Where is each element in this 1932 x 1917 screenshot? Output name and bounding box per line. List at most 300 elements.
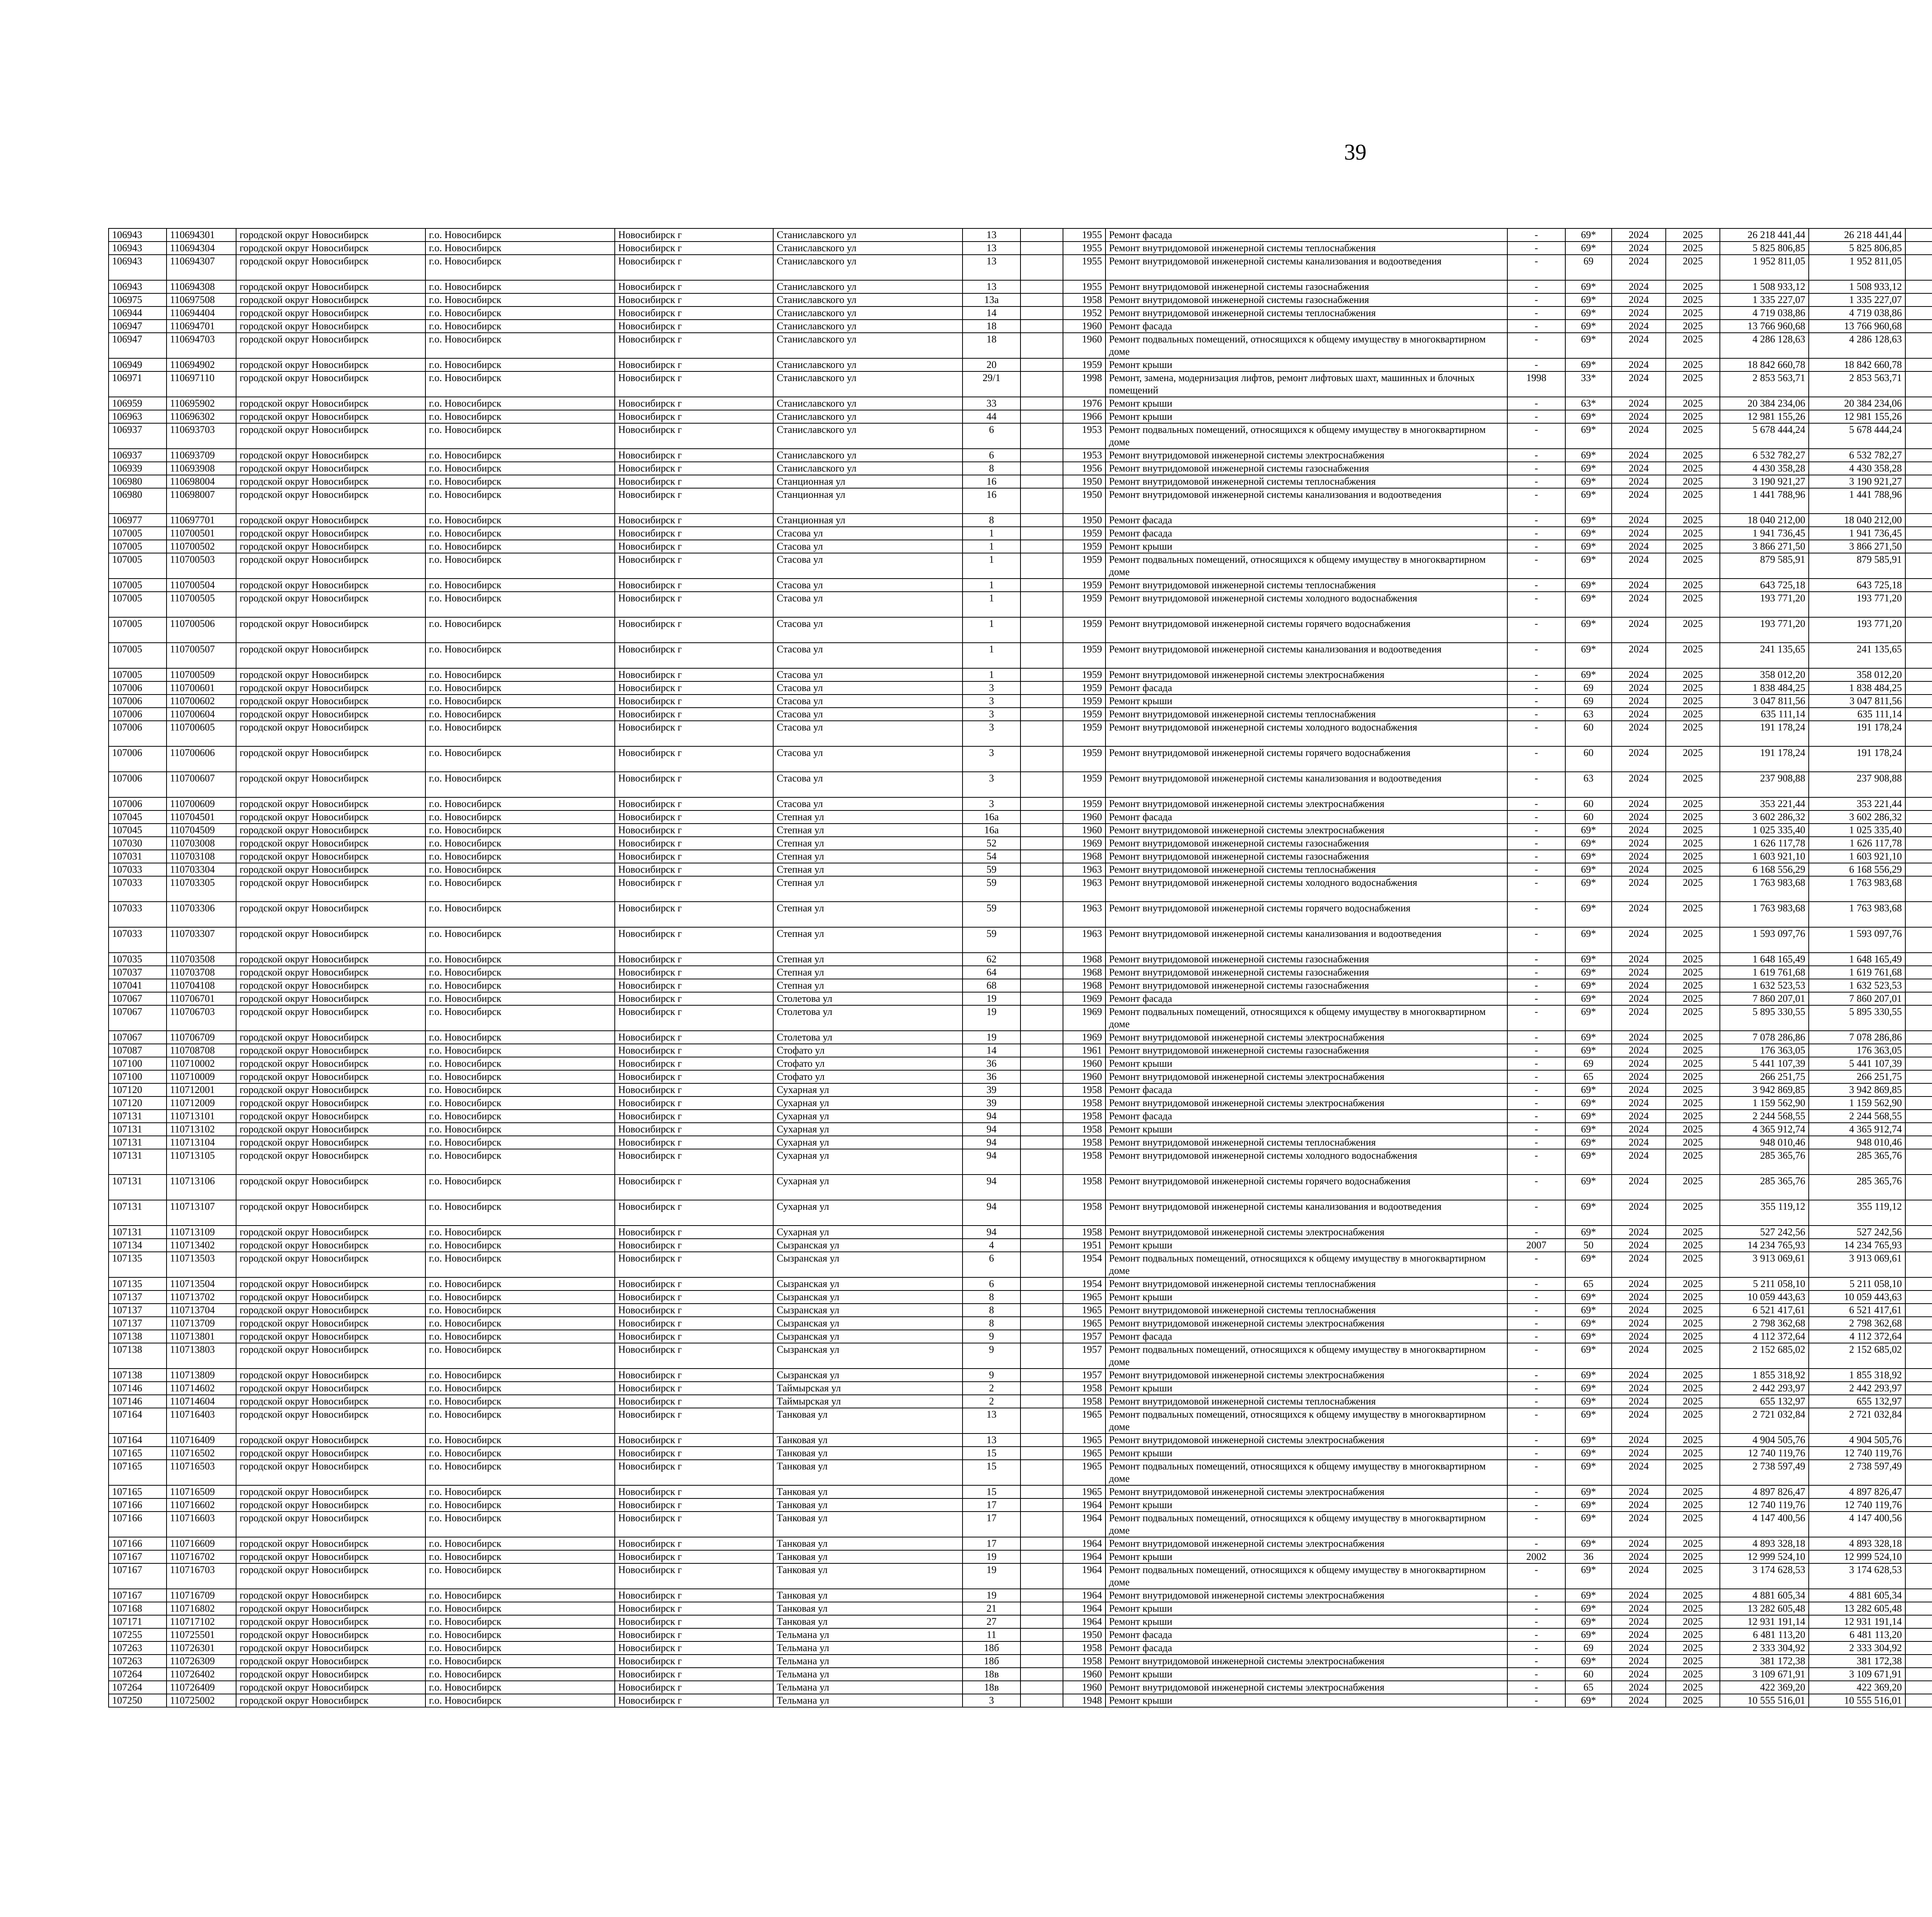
cell-year-built: 1959 xyxy=(1063,617,1105,643)
table-row xyxy=(109,824,1932,837)
cell-house-no: 62 xyxy=(963,953,1020,966)
cell-plan-year-end: 2025 xyxy=(1666,1096,1720,1110)
cell-year-repair: - xyxy=(1507,1485,1565,1498)
cell-wear: 69* xyxy=(1565,1628,1612,1641)
cell-municipality: городской округ Новосибирск xyxy=(236,1433,425,1447)
cell-work-type: Ремонт крыши xyxy=(1105,1382,1507,1395)
cell-total-cost: 355 119,12 xyxy=(1720,1200,1809,1226)
cell-total-cost: 1 855 318,92 xyxy=(1720,1369,1809,1382)
cell-settlement: г.о. Новосибирск xyxy=(425,953,615,966)
cell-plan-year-start: 2024 xyxy=(1612,228,1666,242)
cell-plan-year-end: 2025 xyxy=(1666,1369,1720,1382)
cell-year-repair: - xyxy=(1507,966,1565,979)
cell-house-id: 107138 xyxy=(109,1330,167,1343)
cell-corpus xyxy=(1020,592,1063,617)
cell-year-repair: - xyxy=(1507,1290,1565,1304)
cell-work-type: Ремонт крыши xyxy=(1105,1057,1507,1070)
cell-house-id: 107263 xyxy=(109,1641,167,1655)
cell-settlement: г.о. Новосибирск xyxy=(425,810,615,824)
cell-federal xyxy=(1905,1123,1932,1136)
cell-wear: 69* xyxy=(1565,1031,1612,1044)
cell-house-no: 13 xyxy=(963,228,1020,242)
cell-municipality: городской округ Новосибирск xyxy=(236,1005,425,1031)
cell-work-type: Ремонт внутридомовой инженерной системы электроснабжения xyxy=(1105,449,1507,462)
cell-plan-year-end: 2025 xyxy=(1666,810,1720,824)
cell-plan-year-start: 2024 xyxy=(1612,1460,1666,1485)
cell-wear: 69 xyxy=(1565,681,1612,695)
cell-street: Столетова ул xyxy=(773,1005,963,1031)
cell-work-type: Ремонт внутридомовой инженерной системы газоснабжения xyxy=(1105,966,1507,979)
cell-settlement: г.о. Новосибирск xyxy=(425,681,615,695)
cell-locality: Новосибирск г xyxy=(615,850,773,863)
cell-street: Сызранская ул xyxy=(773,1330,963,1343)
cell-wear: 69* xyxy=(1565,540,1612,553)
cell-corpus xyxy=(1020,1369,1063,1382)
cell-federal xyxy=(1905,320,1932,333)
cell-total-cost: 4 112 372,64 xyxy=(1720,1330,1809,1343)
cell-house-id: 107167 xyxy=(109,1563,167,1589)
cell-plan-year-end: 2025 xyxy=(1666,1668,1720,1681)
cell-street: Сызранская ул xyxy=(773,1252,963,1277)
cell-year-built: 1959 xyxy=(1063,708,1105,721)
cell-element-id: 110700601 xyxy=(167,681,236,695)
cell-total-cost: 1 632 523,53 xyxy=(1720,979,1809,992)
cell-year-built: 1959 xyxy=(1063,592,1105,617)
cell-corpus xyxy=(1020,579,1063,592)
cell-total-cost: 13 282 605,48 xyxy=(1720,1602,1809,1615)
cell-regional-fund: 2 442 293,97 xyxy=(1809,1382,1905,1395)
cell-total-cost: 12 740 119,76 xyxy=(1720,1447,1809,1460)
cell-work-type: Ремонт подвальных помещений, относящихся к общему имуществу в многоквартирном доме xyxy=(1105,1005,1507,1031)
cell-house-id: 106980 xyxy=(109,488,167,514)
cell-municipality: городской округ Новосибирск xyxy=(236,695,425,708)
cell-year-built: 1965 xyxy=(1063,1460,1105,1485)
cell-municipality: городской округ Новосибирск xyxy=(236,966,425,979)
table-row xyxy=(109,1498,1932,1512)
cell-municipality: городской округ Новосибирск xyxy=(236,708,425,721)
cell-year-built: 1959 xyxy=(1063,358,1105,371)
cell-year-repair: - xyxy=(1507,1200,1565,1226)
cell-plan-year-start: 2024 xyxy=(1612,255,1666,280)
capital-repair-table xyxy=(108,228,1932,1708)
cell-plan-year-end: 2025 xyxy=(1666,410,1720,423)
cell-street: Степная ул xyxy=(773,824,963,837)
cell-municipality: городской округ Новосибирск xyxy=(236,824,425,837)
cell-municipality: городской округ Новосибирск xyxy=(236,1460,425,1485)
cell-locality: Новосибирск г xyxy=(615,1304,773,1317)
cell-element-id: 110698007 xyxy=(167,488,236,514)
cell-federal xyxy=(1905,423,1932,449)
cell-street: Танковая ул xyxy=(773,1563,963,1589)
cell-house-no: 15 xyxy=(963,1447,1020,1460)
cell-municipality: городской округ Новосибирск xyxy=(236,1031,425,1044)
cell-corpus xyxy=(1020,902,1063,927)
table-row xyxy=(109,1330,1932,1343)
cell-year-repair: - xyxy=(1507,1369,1565,1382)
cell-year-built: 1965 xyxy=(1063,1317,1105,1330)
cell-element-id: 110694404 xyxy=(167,306,236,320)
cell-house-id: 107005 xyxy=(109,527,167,540)
cell-wear: 69* xyxy=(1565,1123,1612,1136)
cell-corpus xyxy=(1020,1460,1063,1485)
cell-plan-year-start: 2024 xyxy=(1612,320,1666,333)
cell-house-no: 9 xyxy=(963,1343,1020,1369)
cell-municipality: городской округ Новосибирск xyxy=(236,449,425,462)
cell-total-cost: 4 897 826,47 xyxy=(1720,1485,1809,1498)
cell-total-cost: 4 147 400,56 xyxy=(1720,1512,1809,1537)
cell-federal xyxy=(1905,797,1932,810)
cell-settlement: г.о. Новосибирск xyxy=(425,1641,615,1655)
cell-federal xyxy=(1905,1317,1932,1330)
cell-plan-year-end: 2025 xyxy=(1666,1655,1720,1668)
cell-regional-fund: 193 771,20 xyxy=(1809,617,1905,643)
cell-locality: Новосибирск г xyxy=(615,992,773,1005)
cell-work-type: Ремонт фасада xyxy=(1105,527,1507,540)
table-row xyxy=(109,1252,1932,1277)
cell-year-built: 1950 xyxy=(1063,514,1105,527)
cell-plan-year-start: 2024 xyxy=(1612,579,1666,592)
cell-year-built: 1961 xyxy=(1063,1044,1105,1057)
cell-work-type: Ремонт крыши xyxy=(1105,1694,1507,1707)
cell-house-id: 107006 xyxy=(109,681,167,695)
cell-municipality: городской округ Новосибирск xyxy=(236,514,425,527)
cell-municipality: городской округ Новосибирск xyxy=(236,1641,425,1655)
cell-regional-fund: 3 913 069,61 xyxy=(1809,1252,1905,1277)
cell-settlement: г.о. Новосибирск xyxy=(425,1252,615,1277)
cell-plan-year-end: 2025 xyxy=(1666,397,1720,410)
cell-plan-year-start: 2024 xyxy=(1612,617,1666,643)
cell-element-id: 110700609 xyxy=(167,797,236,810)
cell-work-type: Ремонт фасада xyxy=(1105,1110,1507,1123)
cell-regional-fund: 1 025 335,40 xyxy=(1809,824,1905,837)
cell-corpus xyxy=(1020,1083,1063,1096)
cell-wear: 69* xyxy=(1565,1395,1612,1408)
cell-year-built: 1964 xyxy=(1063,1589,1105,1602)
cell-corpus xyxy=(1020,449,1063,462)
cell-total-cost: 14 234 765,93 xyxy=(1720,1239,1809,1252)
cell-corpus xyxy=(1020,1057,1063,1070)
cell-year-built: 1958 xyxy=(1063,1110,1105,1123)
cell-street: Сызранская ул xyxy=(773,1290,963,1304)
cell-regional-fund: 1 593 097,76 xyxy=(1809,927,1905,953)
cell-total-cost: 643 725,18 xyxy=(1720,579,1809,592)
cell-corpus xyxy=(1020,228,1063,242)
cell-locality: Новосибирск г xyxy=(615,1641,773,1655)
cell-year-built: 1955 xyxy=(1063,280,1105,293)
cell-regional-fund: 2 333 304,92 xyxy=(1809,1641,1905,1655)
cell-total-cost: 2 798 362,68 xyxy=(1720,1317,1809,1330)
table-row xyxy=(109,1537,1932,1550)
cell-settlement: г.о. Новосибирск xyxy=(425,1317,615,1330)
cell-corpus xyxy=(1020,668,1063,681)
cell-municipality: городской округ Новосибирск xyxy=(236,306,425,320)
cell-municipality: городской округ Новосибирск xyxy=(236,1317,425,1330)
cell-plan-year-start: 2024 xyxy=(1612,242,1666,255)
cell-plan-year-end: 2025 xyxy=(1666,475,1720,488)
table-row xyxy=(109,953,1932,966)
cell-street: Станиславского ул xyxy=(773,280,963,293)
cell-house-id: 106947 xyxy=(109,333,167,358)
cell-locality: Новосибирск г xyxy=(615,1563,773,1589)
table-row xyxy=(109,1447,1932,1460)
cell-corpus xyxy=(1020,643,1063,668)
table-row xyxy=(109,797,1932,810)
cell-regional-fund: 1 441 788,96 xyxy=(1809,488,1905,514)
cell-plan-year-start: 2024 xyxy=(1612,371,1666,397)
cell-total-cost: 1 441 788,96 xyxy=(1720,488,1809,514)
cell-element-id: 110697508 xyxy=(167,293,236,306)
cell-year-repair: - xyxy=(1507,824,1565,837)
cell-element-id: 110693703 xyxy=(167,423,236,449)
cell-plan-year-start: 2024 xyxy=(1612,1382,1666,1395)
cell-municipality: городской округ Новосибирск xyxy=(236,579,425,592)
cell-year-repair: - xyxy=(1507,1460,1565,1485)
cell-settlement: г.о. Новосибирск xyxy=(425,837,615,850)
cell-plan-year-end: 2025 xyxy=(1666,837,1720,850)
cell-municipality: городской округ Новосибирск xyxy=(236,772,425,797)
cell-work-type: Ремонт внутридомовой инженерной системы электроснабжения xyxy=(1105,1589,1507,1602)
cell-year-repair: - xyxy=(1507,306,1565,320)
cell-year-repair: - xyxy=(1507,953,1565,966)
cell-corpus xyxy=(1020,397,1063,410)
cell-year-repair: - xyxy=(1507,410,1565,423)
cell-street: Таймырская ул xyxy=(773,1382,963,1395)
cell-street: Танковая ул xyxy=(773,1512,963,1537)
cell-work-type: Ремонт внутридомовой инженерной системы газоснабжения xyxy=(1105,462,1507,475)
cell-element-id: 110698004 xyxy=(167,475,236,488)
cell-regional-fund: 5 825 806,85 xyxy=(1809,242,1905,255)
cell-settlement: г.о. Новосибирск xyxy=(425,1110,615,1123)
cell-house-id: 107131 xyxy=(109,1123,167,1136)
table-row xyxy=(109,837,1932,850)
cell-regional-fund: 1 626 117,78 xyxy=(1809,837,1905,850)
cell-corpus xyxy=(1020,708,1063,721)
cell-street: Стофато ул xyxy=(773,1070,963,1083)
cell-wear: 69* xyxy=(1565,1096,1612,1110)
cell-regional-fund: 12 999 524,10 xyxy=(1809,1550,1905,1563)
cell-settlement: г.о. Новосибирск xyxy=(425,358,615,371)
cell-total-cost: 6 481 113,20 xyxy=(1720,1628,1809,1641)
cell-house-no: 18в xyxy=(963,1668,1020,1681)
cell-plan-year-start: 2024 xyxy=(1612,810,1666,824)
cell-year-built: 1960 xyxy=(1063,1681,1105,1694)
table-row xyxy=(109,876,1932,902)
cell-work-type: Ремонт крыши xyxy=(1105,358,1507,371)
cell-street: Станиславского ул xyxy=(773,423,963,449)
cell-house-id: 107131 xyxy=(109,1110,167,1123)
cell-federal xyxy=(1905,306,1932,320)
cell-corpus xyxy=(1020,772,1063,797)
cell-municipality: городской округ Новосибирск xyxy=(236,1110,425,1123)
cell-plan-year-start: 2024 xyxy=(1612,462,1666,475)
cell-house-no: 4 xyxy=(963,1239,1020,1252)
cell-element-id: 110700501 xyxy=(167,527,236,540)
cell-corpus xyxy=(1020,797,1063,810)
cell-street: Танковая ул xyxy=(773,1433,963,1447)
cell-wear: 50 xyxy=(1565,1239,1612,1252)
cell-element-id: 110713504 xyxy=(167,1277,236,1290)
cell-work-type: Ремонт внутридомовой инженерной системы теплоснабжения xyxy=(1105,475,1507,488)
cell-federal xyxy=(1905,1343,1932,1369)
cell-regional-fund: 3 866 271,50 xyxy=(1809,540,1905,553)
table-row xyxy=(109,1123,1932,1136)
cell-regional-fund: 2 798 362,68 xyxy=(1809,1317,1905,1330)
cell-year-built: 1963 xyxy=(1063,876,1105,902)
cell-locality: Новосибирск г xyxy=(615,824,773,837)
cell-element-id: 110712009 xyxy=(167,1096,236,1110)
cell-plan-year-end: 2025 xyxy=(1666,797,1720,810)
cell-year-repair: - xyxy=(1507,695,1565,708)
cell-regional-fund: 191 178,24 xyxy=(1809,746,1905,772)
cell-regional-fund: 191 178,24 xyxy=(1809,721,1905,746)
cell-year-built: 1964 xyxy=(1063,1563,1105,1589)
cell-municipality: городской округ Новосибирск xyxy=(236,488,425,514)
cell-federal xyxy=(1905,966,1932,979)
cell-municipality: городской округ Новосибирск xyxy=(236,992,425,1005)
cell-house-id: 107067 xyxy=(109,1031,167,1044)
cell-street: Стасова ул xyxy=(773,579,963,592)
cell-year-repair: - xyxy=(1507,1252,1565,1277)
cell-year-built: 1965 xyxy=(1063,1408,1105,1433)
cell-total-cost: 1 626 117,78 xyxy=(1720,837,1809,850)
cell-house-no: 8 xyxy=(963,1290,1020,1304)
cell-wear: 69* xyxy=(1565,966,1612,979)
cell-plan-year-start: 2024 xyxy=(1612,1226,1666,1239)
cell-wear: 69* xyxy=(1565,850,1612,863)
cell-plan-year-end: 2025 xyxy=(1666,320,1720,333)
cell-work-type: Ремонт внутридомовой инженерной системы электроснабжения xyxy=(1105,797,1507,810)
cell-year-built: 1964 xyxy=(1063,1550,1105,1563)
cell-federal xyxy=(1905,358,1932,371)
cell-municipality: городской округ Новосибирск xyxy=(236,475,425,488)
cell-plan-year-start: 2024 xyxy=(1612,1277,1666,1290)
cell-plan-year-end: 2025 xyxy=(1666,850,1720,863)
cell-municipality: городской округ Новосибирск xyxy=(236,242,425,255)
table-row xyxy=(109,242,1932,255)
cell-total-cost: 3 174 628,53 xyxy=(1720,1563,1809,1589)
cell-federal xyxy=(1905,228,1932,242)
cell-federal xyxy=(1905,772,1932,797)
cell-corpus xyxy=(1020,1615,1063,1628)
cell-municipality: городской округ Новосибирск xyxy=(236,1330,425,1343)
cell-plan-year-end: 2025 xyxy=(1666,306,1720,320)
cell-year-repair: - xyxy=(1507,876,1565,902)
cell-work-type: Ремонт, замена, модернизация лифтов, ремонт лифтовых шахт, машинных и блочных помещений xyxy=(1105,371,1507,397)
cell-regional-fund: 12 931 191,14 xyxy=(1809,1615,1905,1628)
cell-year-repair: - xyxy=(1507,1083,1565,1096)
cell-house-id: 106937 xyxy=(109,423,167,449)
cell-municipality: городской округ Новосибирск xyxy=(236,1550,425,1563)
cell-total-cost: 5 211 058,10 xyxy=(1720,1277,1809,1290)
cell-locality: Новосибирск г xyxy=(615,255,773,280)
cell-work-type: Ремонт внутридомовой инженерной системы канализования и водоотведения xyxy=(1105,643,1507,668)
cell-locality: Новосибирск г xyxy=(615,876,773,902)
cell-wear: 69* xyxy=(1565,1615,1612,1628)
cell-plan-year-end: 2025 xyxy=(1666,1433,1720,1447)
cell-plan-year-start: 2024 xyxy=(1612,797,1666,810)
cell-year-repair: - xyxy=(1507,927,1565,953)
cell-year-built: 1954 xyxy=(1063,1252,1105,1277)
cell-federal xyxy=(1905,902,1932,927)
cell-year-repair: - xyxy=(1507,850,1565,863)
cell-house-no: 94 xyxy=(963,1175,1020,1200)
cell-settlement: г.о. Новосибирск xyxy=(425,1096,615,1110)
cell-house-no: 54 xyxy=(963,850,1020,863)
cell-municipality: городской округ Новосибирск xyxy=(236,1382,425,1395)
cell-settlement: г.о. Новосибирск xyxy=(425,668,615,681)
cell-house-id: 107146 xyxy=(109,1382,167,1395)
cell-municipality: городской округ Новосибирск xyxy=(236,462,425,475)
table-row xyxy=(109,1136,1932,1149)
cell-year-built: 1953 xyxy=(1063,423,1105,449)
cell-plan-year-end: 2025 xyxy=(1666,1615,1720,1628)
cell-locality: Новосибирск г xyxy=(615,617,773,643)
cell-house-id: 107033 xyxy=(109,863,167,876)
cell-settlement: г.о. Новосибирск xyxy=(425,1290,615,1304)
cell-house-id: 107131 xyxy=(109,1136,167,1149)
cell-element-id: 110694701 xyxy=(167,320,236,333)
cell-corpus xyxy=(1020,371,1063,397)
cell-year-repair: - xyxy=(1507,553,1565,579)
cell-federal xyxy=(1905,488,1932,514)
cell-wear: 69* xyxy=(1565,617,1612,643)
table-row xyxy=(109,228,1932,242)
cell-locality: Новосибирск г xyxy=(615,1044,773,1057)
cell-settlement: г.о. Новосибирск xyxy=(425,1447,615,1460)
table-row xyxy=(109,1304,1932,1317)
table-row xyxy=(109,1226,1932,1239)
cell-wear: 69* xyxy=(1565,1290,1612,1304)
cell-house-id: 107006 xyxy=(109,695,167,708)
cell-corpus xyxy=(1020,1149,1063,1175)
cell-settlement: г.о. Новосибирск xyxy=(425,1149,615,1175)
cell-locality: Новосибирск г xyxy=(615,228,773,242)
cell-plan-year-end: 2025 xyxy=(1666,579,1720,592)
cell-house-no: 1 xyxy=(963,643,1020,668)
cell-year-repair: - xyxy=(1507,1655,1565,1668)
cell-corpus xyxy=(1020,1395,1063,1408)
cell-federal xyxy=(1905,1681,1932,1694)
cell-total-cost: 12 981 155,26 xyxy=(1720,410,1809,423)
cell-plan-year-start: 2024 xyxy=(1612,1317,1666,1330)
cell-regional-fund: 4 881 605,34 xyxy=(1809,1589,1905,1602)
cell-regional-fund: 643 725,18 xyxy=(1809,579,1905,592)
cell-municipality: городской округ Новосибирск xyxy=(236,371,425,397)
cell-year-built: 1959 xyxy=(1063,772,1105,797)
cell-corpus xyxy=(1020,1110,1063,1123)
cell-municipality: городской округ Новосибирск xyxy=(236,320,425,333)
table-row xyxy=(109,992,1932,1005)
cell-plan-year-end: 2025 xyxy=(1666,1070,1720,1083)
cell-locality: Новосибирск г xyxy=(615,695,773,708)
cell-work-type: Ремонт крыши xyxy=(1105,1498,1507,1512)
cell-element-id: 110713101 xyxy=(167,1110,236,1123)
cell-federal xyxy=(1905,1668,1932,1681)
cell-element-id: 110717102 xyxy=(167,1615,236,1628)
cell-year-repair: - xyxy=(1507,1563,1565,1589)
table-row xyxy=(109,1563,1932,1589)
cell-year-repair: - xyxy=(1507,797,1565,810)
cell-house-id: 106963 xyxy=(109,410,167,423)
table-row xyxy=(109,488,1932,514)
cell-house-id: 107168 xyxy=(109,1602,167,1615)
cell-municipality: городской округ Новосибирск xyxy=(236,1563,425,1589)
cell-plan-year-end: 2025 xyxy=(1666,1537,1720,1550)
cell-element-id: 110696302 xyxy=(167,410,236,423)
cell-element-id: 110716509 xyxy=(167,1485,236,1498)
cell-regional-fund: 1 632 523,53 xyxy=(1809,979,1905,992)
cell-house-no: 6 xyxy=(963,1277,1020,1290)
